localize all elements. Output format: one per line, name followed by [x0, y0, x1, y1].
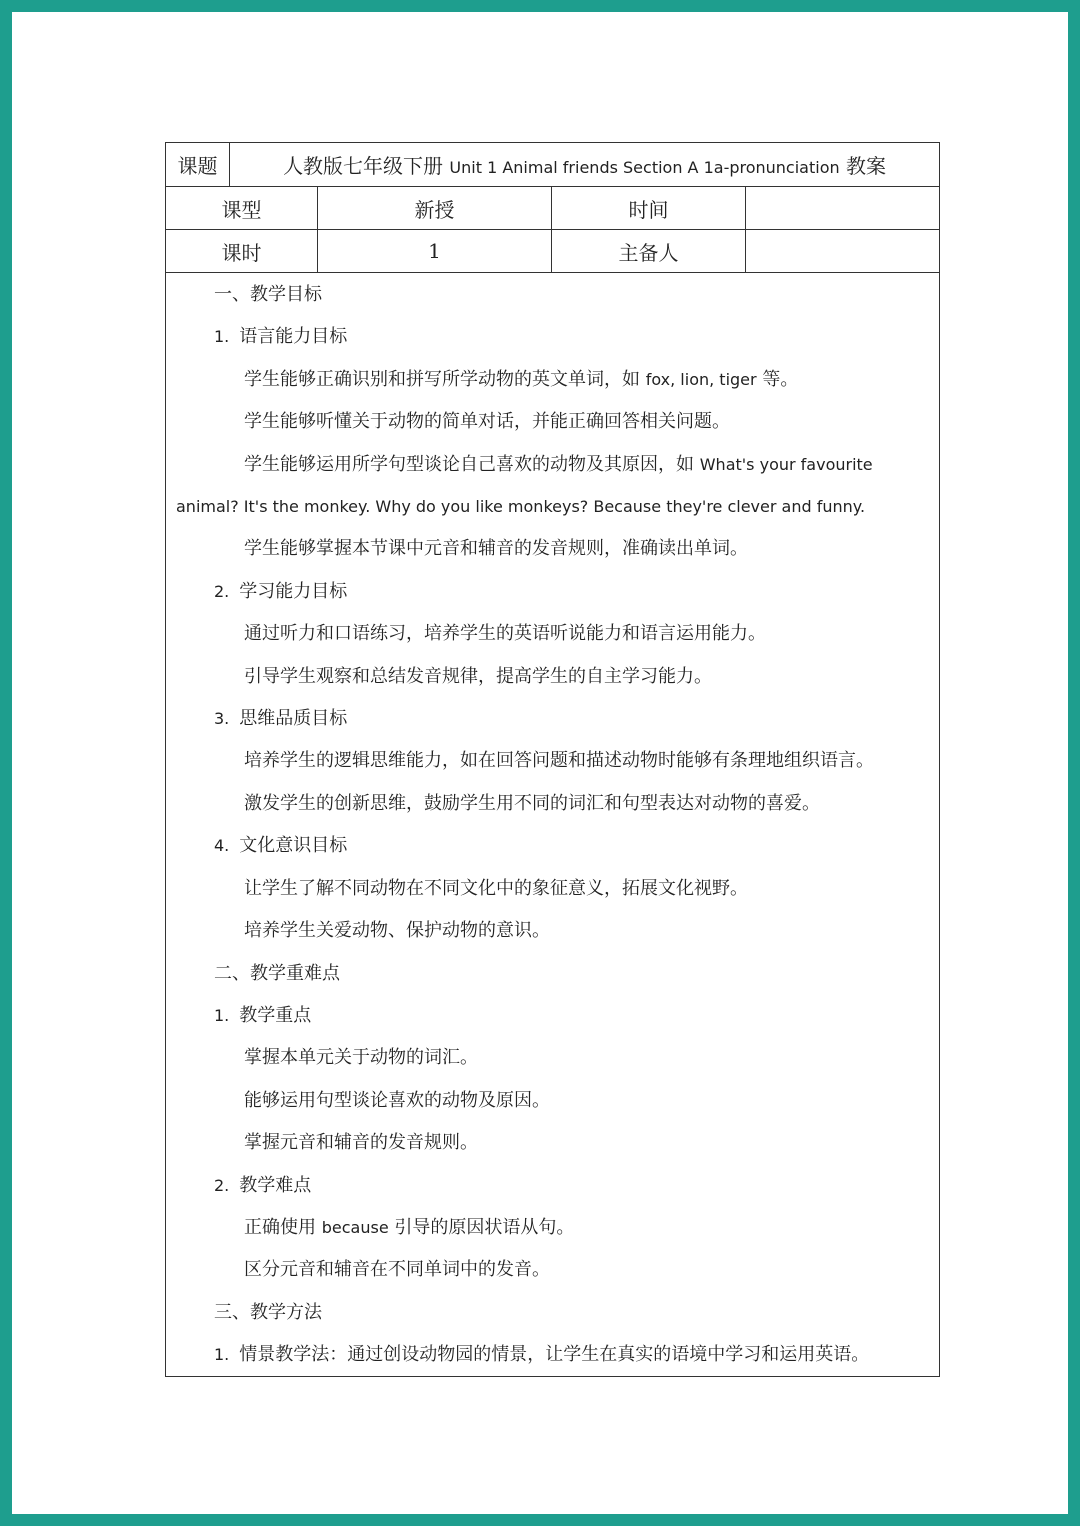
subsection-heading — [166, 577, 988, 607]
subsection-heading — [166, 704, 988, 734]
meta-row-2 — [166, 230, 940, 273]
english-text: because — [321, 1218, 389, 1237]
subsection-title: 教学难点 — [239, 1175, 312, 1196]
content-row — [166, 273, 940, 1377]
document-page — [12, 12, 1068, 1514]
lesson-title-suffix: 教案 — [845, 154, 886, 178]
text: 引导的原因状语从句。 — [394, 1217, 575, 1238]
paragraph: 区分元音和辅音在不同单词中的发音。 — [244, 1259, 550, 1280]
lesson-title-cn: 人教版七年级下册 — [283, 154, 444, 178]
text: 学生能够正确识别和拼写所学动物的英文单词，如 — [244, 369, 640, 390]
type-label: 课型 — [166, 187, 318, 230]
paragraph: 培养学生的逻辑思维能力，如在回答问题和描述动物时能够有条理地组织语言。 — [244, 750, 874, 771]
text: 正确使用 — [244, 1217, 316, 1238]
lesson-title — [230, 143, 940, 187]
list-number: 1. — [214, 1345, 230, 1364]
section-heading: 一、教学目标 — [214, 284, 322, 305]
paragraph: 让学生了解不同动物在不同文化中的象征意义，拓展文化视野。 — [244, 878, 748, 899]
paragraph: 通过听力和口语练习，培养学生的英语听说能力和语言运用能力。 — [244, 623, 766, 644]
subsection-heading — [166, 1001, 988, 1031]
list-number: 3. — [214, 709, 230, 728]
english-text: fox, lion, tiger — [645, 370, 757, 389]
type-value: 新授 — [318, 187, 552, 230]
subsection-heading — [166, 1171, 988, 1201]
period-value: 1 — [318, 230, 552, 273]
list-number: 1. — [214, 1006, 230, 1025]
paragraph: 激发学生的创新思维，鼓励学生用不同的词汇和句型表达对动物的喜爱。 — [244, 793, 820, 814]
paragraph-continuation: animal? It's the monkey. Why do you like monkeys? Because they're clever and funny. — [176, 497, 866, 516]
paragraph: 掌握本单元关于动物的词汇。 — [244, 1047, 478, 1068]
time-label: 时间 — [552, 187, 746, 230]
time-value — [746, 187, 940, 230]
lesson-title-en: Unit 1 Animal friends Section A 1a-pronunciation — [449, 158, 840, 177]
content-cell — [166, 273, 940, 1377]
topic-label: 课题 — [166, 143, 230, 187]
subsection-title: 教学重点 — [239, 1005, 312, 1026]
subsection-heading — [166, 831, 988, 861]
paragraph: 能够运用句型谈论喜欢的动物及原因。 — [244, 1090, 550, 1111]
subsection-title: 文化意识目标 — [239, 835, 348, 856]
paragraph: 学生能够掌握本节课中元音和辅音的发音规则，准确读出单词。 — [244, 538, 748, 559]
paragraph — [166, 1213, 1018, 1243]
paragraph — [166, 365, 1018, 395]
text: 等。 — [762, 369, 799, 390]
list-number: 2. — [214, 582, 230, 601]
paragraph: 培养学生关爱动物、保护动物的意识。 — [244, 920, 550, 941]
method-text: 情景教学法：通过创设动物园的情景，让学生在真实的语境中学习和运用英语。 — [239, 1344, 870, 1365]
subsection-title: 思维品质目标 — [239, 708, 348, 729]
preparer-label: 主备人 — [552, 230, 746, 273]
paragraph: 学生能够听懂关于动物的简单对话，并能正确回答相关问题。 — [244, 411, 730, 432]
list-number: 4. — [214, 836, 230, 855]
section-heading: 三、教学方法 — [214, 1302, 322, 1323]
section-heading: 二、教学重难点 — [214, 963, 340, 984]
english-text: What's your favourite — [699, 455, 873, 474]
lesson-plan-table — [165, 142, 940, 1377]
paragraph: 掌握元音和辅音的发音规则。 — [244, 1132, 478, 1153]
paragraph: 引导学生观察和总结发音规律，提高学生的自主学习能力。 — [244, 666, 712, 687]
subsection-title: 语言能力目标 — [239, 326, 348, 347]
text: 学生能够运用所学句型谈论自己喜欢的动物及其原因，如 — [244, 454, 694, 475]
list-number: 2. — [214, 1176, 230, 1195]
subsection-heading — [166, 1340, 988, 1370]
subsection-heading — [166, 322, 988, 352]
subsection-title: 学习能力目标 — [239, 581, 348, 602]
paragraph — [166, 450, 1018, 480]
period-label: 课时 — [166, 230, 318, 273]
meta-row-1 — [166, 187, 940, 230]
preparer-value — [746, 230, 940, 273]
title-row — [166, 143, 940, 187]
list-number: 1. — [214, 327, 230, 346]
